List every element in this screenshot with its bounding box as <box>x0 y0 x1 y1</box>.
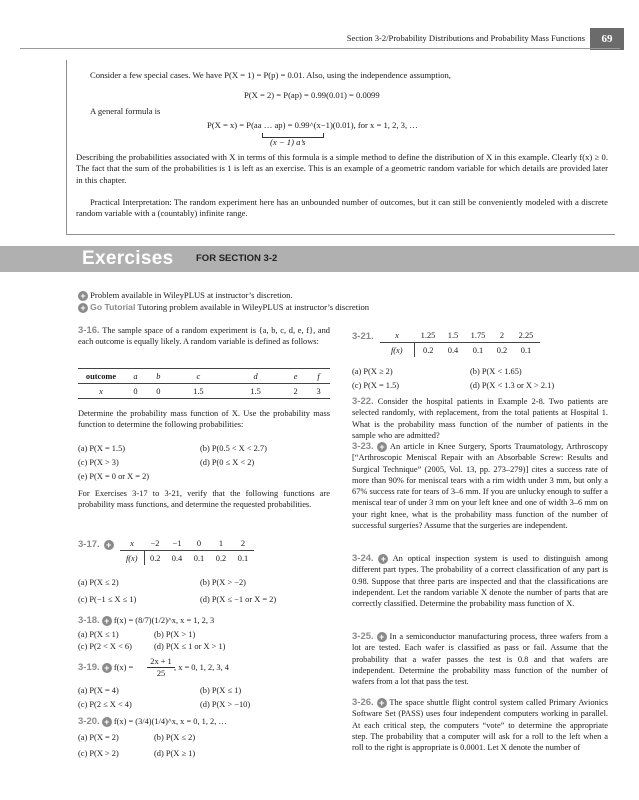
problem-3-16-text: The sample space of a random experiment is {a, b, c, d, e, f}, and each outcome is equally likely. A random variable is defined as follows: <box>78 326 330 347</box>
table-cell: 0.2 <box>423 345 434 355</box>
p320-c: (c) P(X > 2) <box>78 749 119 758</box>
p317-a: (a) P(X ≤ 2) <box>78 578 119 587</box>
p320-a: (a) P(X = 2) <box>78 733 119 742</box>
table-header: d <box>253 371 258 381</box>
p319-denominator: 25 <box>156 669 166 679</box>
table-cell: 2 <box>499 330 505 340</box>
legend-1-text: Problem available in WileyPLUS at instructor’s discretion. <box>90 290 293 300</box>
page-number: 69 <box>590 28 624 50</box>
table-cell: 0.1 <box>237 553 249 563</box>
table-cell: 0 <box>133 386 138 396</box>
p321-c: (c) P(X = 1.5) <box>352 381 400 390</box>
p319-c: (c) P(2 ≤ X < 4) <box>78 700 132 709</box>
p320-formula: f(x) = (3/4)(1/4)^x, x = 0, 1, 2, … <box>113 717 227 726</box>
p320-b: (b) P(X ≤ 2) <box>154 733 196 742</box>
problem-3-23 <box>352 441 608 531</box>
table-cell: x <box>395 330 399 340</box>
problem-3-16 <box>78 325 330 348</box>
example-line-4: P(X = x) = P(aa … ap) = 0.99^(x−1)(0.01), for x = 1, 2, 3, … <box>207 120 418 130</box>
problem-number: 3-20. <box>78 716 100 727</box>
example-line-2: P(X = 2) = P(ap) = 0.99(0.01) = 0.0099 <box>244 90 380 100</box>
plus-icon: + <box>377 632 387 642</box>
table-cell: x <box>130 538 134 548</box>
problem-number: 3-24. <box>352 553 374 564</box>
p318-b: (b) P(X > 1) <box>154 630 196 639</box>
p319-formula-rhs: , x = 0, 1, 2, 3, 4 <box>174 663 229 672</box>
table-header: b <box>156 371 161 381</box>
p316-b: (b) P(0.5 < X < 2.7) <box>200 444 267 453</box>
problem-3-18 <box>78 615 214 626</box>
table-row <box>78 369 330 384</box>
go-tutorial-tag: Go Tutorial <box>90 302 136 312</box>
plus-icon: + <box>104 540 114 550</box>
plus-icon: + <box>78 303 88 313</box>
problem-3-24 <box>352 553 608 609</box>
exercises-section: FOR SECTION 3-2 <box>196 253 278 264</box>
p319-fraction <box>147 656 175 680</box>
problem-3-19 <box>78 662 133 673</box>
table-row <box>380 343 540 358</box>
problem-3-21-table <box>380 328 540 357</box>
problem-number: 3-23. <box>352 441 374 452</box>
table-cell: 3 <box>316 386 321 396</box>
plus-icon: + <box>78 291 88 301</box>
problem-number: 3-26. <box>352 697 374 708</box>
p321-a: (a) P(X ≥ 2) <box>352 367 393 376</box>
p317-d: (d) P(X ≤ −1 or X = 2) <box>200 595 277 604</box>
problem-number: 3-19. <box>78 662 100 673</box>
table-header: c <box>196 371 201 381</box>
problem-3-25 <box>352 631 608 687</box>
problem-3-26-text: The space shuttle flight control system called Primary Avionics Software Set (PASS) uses four independent computers working in parallel. At each critical step, the computers “vote” to determine the appropriate step. The probability that a computer will ask for a roll to the left when a roll to the right is appropriate is 0.0001. Let X denote the number of <box>352 698 608 753</box>
table-cell: 0.2 <box>496 345 508 355</box>
table-cell: 1.75 <box>470 330 486 340</box>
plus-icon: + <box>102 616 112 626</box>
problem-3-21-label <box>352 326 374 344</box>
example-para-2: Practical Interpretation: The random experiment here has an unbounded number of outcomes, but it can still be conveniently modeled with a discrete random variable with a (countably) infinite range. <box>76 197 608 219</box>
problem-3-25-text: In a semiconductor manufacturing process, three wafers from a lot are tested. Each wafer is classified as pass or fail. Assume that the probability that a wafer passes the test is 0.8 and that wafers are independent. Determine the probability mass function of the number of wafers from a lot that pass the test. <box>352 632 609 687</box>
p318-formula: f(x) = (8/7)(1/2)^x, x = 1, 2, 3 <box>113 616 215 625</box>
table-header: a <box>133 371 138 381</box>
table-cell: 1.5 <box>250 386 261 396</box>
table-cell: f(x) <box>120 551 144 566</box>
example-line-1: Consider a few special cases. We have P(X = 1) = P(p) = 0.01. Also, using the independence assumption, <box>90 70 451 80</box>
plus-icon: + <box>102 663 112 673</box>
table-cell: 0.1 <box>193 553 205 563</box>
legend-2-text: Tutoring problem available in WileyPLUS at instructor’s discretion <box>137 302 370 312</box>
p316-e: (e) P(X = 0 or X = 2) <box>78 472 150 481</box>
p319-b: (b) P(X ≤ 1) <box>200 686 242 695</box>
p318-c: (c) P(2 < X < 6) <box>78 642 132 651</box>
table-cell: f(x) <box>380 343 414 358</box>
p317-c: (c) P(−1 ≤ X ≤ 1) <box>78 595 137 604</box>
p316-a: (a) P(X = 1.5) <box>78 444 126 453</box>
problem-3-17-label <box>78 534 114 552</box>
p320-d: (d) P(X ≥ 1) <box>154 749 196 758</box>
table-row <box>120 536 254 551</box>
example-line-5: (x − 1) a’s <box>270 137 306 147</box>
problem-number: 3-25. <box>352 631 374 642</box>
problem-3-17-table <box>120 536 254 565</box>
table-row <box>380 328 540 343</box>
example-line-3: A general formula is <box>90 106 161 116</box>
problem-number: 3-21. <box>352 331 374 342</box>
table-cell: −1 <box>172 538 182 548</box>
p321-b: (b) P(X < 1.65) <box>470 367 522 376</box>
exercises-title: Exercises <box>82 248 174 269</box>
problem-3-23-text: An article in Knee Surgery, Sports Traumatology, Arthroscopy [“Arthroscopic Meniscal Repair with an Absorbable Screw: Results and Surgical Technique” (2005, Vol. 13, pp. 273–279)] cites a success rate of more than 90% for meniscal tears with a rim width under 3 mm, but only a 67% success rate for tears of 3–6 mm. If you are unlucky enough to suffer a meniscal tear of under 3 mm on your left knee and one of width 3–6 mm on your right knee, what is the probability mass function of the number of successful surgeries? Assume that the surgeries are independent. <box>352 442 608 531</box>
table-row <box>78 384 330 399</box>
problem-number: 3-22. <box>352 396 374 407</box>
problem-number: 3-18. <box>78 615 100 626</box>
p321-d: (d) P(X < 1.3 or X > 2.1) <box>470 381 555 390</box>
problem-number: 3-17. <box>78 539 100 550</box>
running-title: Section 3-2/Probability Distributions and Probability Mass Functions <box>346 33 585 43</box>
table-cell: 2 <box>293 386 298 396</box>
table-cell: 0 <box>196 538 202 548</box>
plus-icon: + <box>378 554 388 564</box>
table-cell: 1.25 <box>420 330 436 340</box>
problem-number: 3-16. <box>78 325 100 336</box>
table-cell: 0 <box>156 386 161 396</box>
problem-3-24-text: An optical inspection system is used to distinguish among different part types. The probability of a correct classification of any part is 0.98. Suppose that three parts are inspected and that the classifications are independent. Let the random variable X denote the number of parts that are correctly classified. Determine the probability mass function of X. <box>352 554 608 609</box>
problem-3-20 <box>78 716 227 727</box>
plus-icon: + <box>377 698 387 708</box>
outcome-table <box>78 368 330 399</box>
table-cell: 0.2 <box>150 553 161 563</box>
problem-3-26 <box>352 697 608 753</box>
p319-a: (a) P(X = 4) <box>78 686 119 695</box>
table-cell: 0.1 <box>520 345 532 355</box>
table-cell: 1.5 <box>447 330 459 340</box>
plus-icon: + <box>102 717 112 727</box>
p317-b: (b) P(X > −2) <box>200 578 246 587</box>
header-rule <box>20 48 620 49</box>
legend-1 <box>78 290 293 301</box>
table-row <box>120 551 254 566</box>
example-para-1: Describing the probabilities associated with X in terms of this formula is a simple method to define the distribution of X in this example. Clearly f(x) ≥ 0. The fact that the sum of the probabilities is 1 is left as an exercise. This is an example of a geometric random variable for which details are provided later in this chapter. <box>76 152 608 185</box>
problem-3-16-text-2: Determine the probability mass function of X. Use the probability mass function to determine the following probabilities: <box>78 409 330 430</box>
p319-formula-lhs: f(x) = <box>113 663 134 672</box>
legend-2 <box>78 302 369 313</box>
p319-d: (d) P(X > −10) <box>200 700 251 709</box>
p316-c: (c) P(X > 3) <box>78 458 119 467</box>
instructions-3-17-3-21: For Exercises 3-17 to 3-21, verify that the following functions are probability mass functions, and determine the requested probabilities. <box>78 489 330 510</box>
p319-numerator: 2x + 1 <box>147 656 175 668</box>
problem-3-22 <box>352 396 608 441</box>
table-cell: 1 <box>218 538 224 548</box>
p318-a: (a) P(X ≤ 1) <box>78 630 119 639</box>
table-cell: 0.1 <box>472 345 484 355</box>
table-header: f <box>317 371 320 381</box>
table-header: outcome <box>85 371 117 381</box>
p316-d: (d) P(0 ≤ X < 2) <box>200 458 255 467</box>
problem-3-22-text: Consider the hospital patients in Example 2-8. Two patients are selected randomly, with replacement, from the total patients at Hospital 1. What is the probability mass function of the number of patients in the sample who are admitted? <box>352 397 609 440</box>
table-cell: 0.2 <box>215 553 227 563</box>
table-header: e <box>293 371 298 381</box>
p318-d: (d) P(X ≤ 1 or X > 1) <box>154 642 226 651</box>
table-cell: x <box>99 386 103 396</box>
table-cell: 0.4 <box>447 345 459 355</box>
table-cell: 1.5 <box>193 386 204 396</box>
table-cell: 2 <box>240 538 246 548</box>
plus-icon: + <box>377 442 387 452</box>
table-cell: −2 <box>150 538 160 548</box>
table-cell: 2.25 <box>518 330 534 340</box>
table-cell: 0.4 <box>171 553 183 563</box>
